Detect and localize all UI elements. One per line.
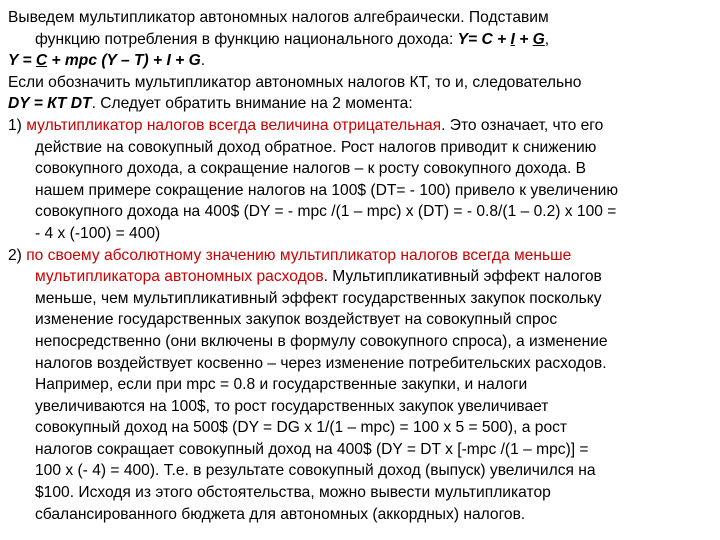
intro-line bbox=[8, 7, 714, 29]
substituted-formula: Y = C + mpc (Y – T) + I + G bbox=[8, 52, 201, 70]
intro-line: DY = КТ DT. Следует обратить внимание на 2 момента: bbox=[8, 95, 413, 113]
point-1-highlight: мультипликатор налогов всегда величина отрицательная bbox=[26, 116, 442, 134]
point-2-line: Например, если при mpc = 0.8 и государственные закупки, и налоги bbox=[35, 376, 528, 394]
point-2-line: изменение государственных закупок воздействует на совокупный спрос bbox=[35, 311, 558, 329]
point-1-line: совокупного дохода, а сокращение налогов – к росту совокупного дохода. В bbox=[35, 160, 587, 178]
point-2-line: 100 x (- 4) = 400). Т.е. в результате совокупный доход (выпуск) увеличился на bbox=[35, 462, 596, 480]
point-2-line: совокупный доход на 500$ (DY = DG x 1/(1 – mpc) = 100 x 5 = 500), а рост bbox=[35, 419, 568, 437]
text: функцию потребления в функцию национального дохода: bbox=[35, 30, 454, 48]
point-2-line: налогов сокращает совокупный доход на 400$ (DY = DT x [-mpc /(1 – mpc)] = bbox=[35, 440, 589, 458]
point-1-line: действие на совокупный доход обратное. Рост налогов приводит к снижению bbox=[35, 138, 597, 156]
point-2-line: непосредственно (они включены в формулу совокупного спроса), а изменение bbox=[35, 332, 608, 350]
point-2-highlight: мультипликатора автономных расходов bbox=[35, 268, 324, 286]
point-2-line: меньше, чем мультипликативный эффект государственных закупок поскольку bbox=[35, 289, 602, 307]
point-1-line: 1) мультипликатор налогов всегда величина отрицательная. Это означает, что его bbox=[8, 116, 604, 134]
point-2-highlight: по своему абсолютному значению мультипликатор налогов всегда меньше bbox=[26, 246, 572, 264]
point-2-line: увеличиваются на 100$, то рост государственных закупок увеличивает bbox=[35, 397, 549, 415]
text: Если обозначить мультипликатор автономных налогов КТ, то и, следовательно bbox=[8, 73, 582, 91]
point-2-line: мультипликатора автономных расходов. Мультипликативный эффект налогов bbox=[35, 268, 602, 286]
list-number: 2) bbox=[8, 246, 22, 264]
intro-line bbox=[8, 72, 714, 94]
point-1-line: совокупного дохода на 400$ (DY = - mpc /(1 – mpc) x (DT) = - 0.8/(1 – 0.2) x 100 = bbox=[35, 203, 617, 221]
point-2-line bbox=[8, 245, 714, 267]
list-number: 1) bbox=[8, 116, 22, 134]
point-1-line: нашем примере сокращение налогов на 100$ (DT= - 100) привело к увеличению bbox=[35, 181, 619, 199]
point-2-line: сбалансированного бюджета для автономных (аккордных) налогов. bbox=[35, 505, 526, 523]
point-1-line: - 4 x (-100) = 400) bbox=[35, 224, 161, 242]
point-2-line: $100. Исходя из этого обстоятельства, можно вывести мультипликатор bbox=[35, 484, 551, 502]
income-formula: Y= C + I + G bbox=[457, 30, 545, 48]
text: Выведем мультипликатор автономных налогов алгебраически. Подставим bbox=[8, 9, 549, 26]
intro-line: функцию потребления в функцию национального дохода: Y= C + I + G, bbox=[35, 30, 550, 48]
point-2-line: налогов воздействует косвенно – через изменение потребительских расходов. bbox=[35, 354, 607, 372]
tax-multiplier-formula: DY = КТ DT bbox=[8, 95, 92, 113]
intro-line: Y = C + mpc (Y – T) + I + G. bbox=[8, 52, 206, 70]
slide-text bbox=[8, 7, 714, 525]
